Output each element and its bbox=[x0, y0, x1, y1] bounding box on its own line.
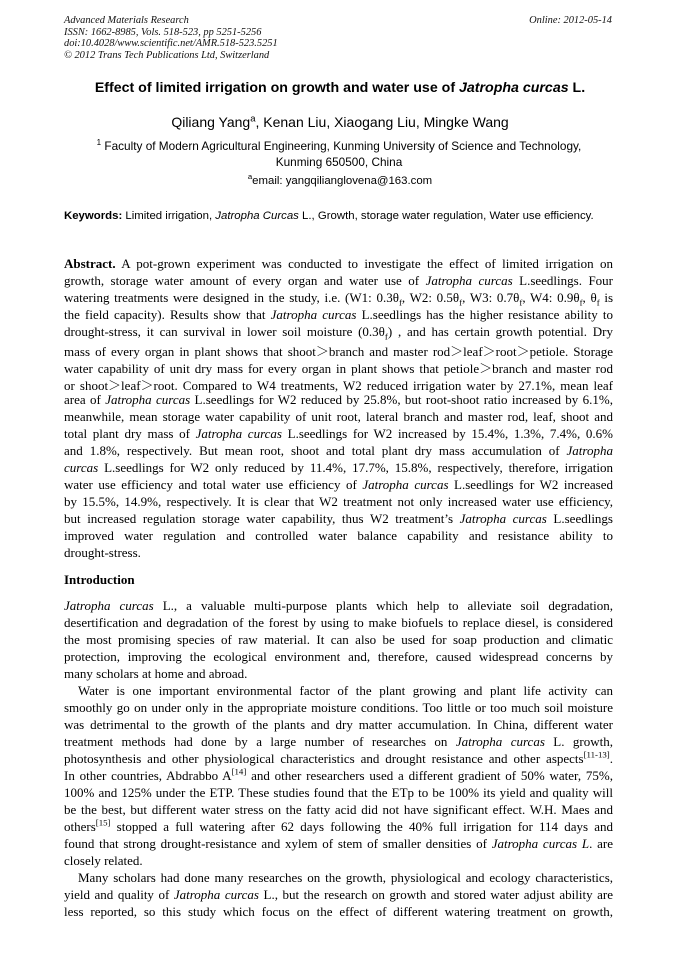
abstract-line: or shoot＞leaf＞root. Compared to W4 treatments, W2 reduced irrigation water by 27.1%, mean leaf bbox=[64, 378, 613, 393]
abstract-line bbox=[64, 460, 613, 476]
intro-line: protection, improving the ecological environment and, therefore, caused widespread concerns by bbox=[64, 649, 613, 664]
intro-line: 100% and 125% under the ETP. These studies found that the ETp to be 100% its yield and quality will bbox=[64, 785, 613, 800]
keywords-label: Keywords: bbox=[64, 210, 123, 222]
abstract-text: L.seedlings for W2 reduced by 25.8%, but root-shoot ratio increased by 6.1%, bbox=[190, 392, 613, 407]
abstract-text: L.seedlings. Four bbox=[512, 273, 614, 288]
species-name: Jatropha curcas bbox=[64, 598, 154, 613]
abstract-line bbox=[64, 511, 613, 527]
intro-text: L., a valuable multi-purpose plants which help to alleviate soil degradation, bbox=[153, 598, 613, 613]
abstract-line: by 15.5%, 14.9%, respectively. It is clear that W2 treatment not only increased water use efficiency, bbox=[64, 494, 613, 509]
abstract-line: meanwhile, mean storage water capability of unit root, lateral branch and master rod, leaf, shoot and bbox=[64, 409, 613, 424]
intro-text: stopped a full watering after 62 days following the 40% full irrigation for 114 days and bbox=[110, 819, 613, 834]
subscript: f bbox=[519, 297, 523, 308]
subscript: f bbox=[579, 297, 583, 308]
abstract-line bbox=[64, 443, 613, 459]
intro-line bbox=[64, 734, 613, 750]
abstract-text: and 1.8%, respectively. But mean root, shoot and total plant dry mass accumulation of bbox=[64, 443, 567, 458]
intro-line: Water is one important environmental factor of the plant growing and plant life activity can bbox=[78, 683, 613, 698]
species-name: Jatropha curcas bbox=[455, 734, 545, 749]
species-name: curcas bbox=[64, 460, 99, 475]
species-name: Jatropha curcas bbox=[173, 887, 259, 902]
online-date: Online: 2012-05-14 bbox=[529, 15, 612, 26]
keywords-block bbox=[64, 209, 613, 224]
intro-text: photosynthesis and other physiological characteristics and drought resistance and other aspects bbox=[64, 751, 584, 766]
abstract-text: L.seedlings bbox=[546, 511, 613, 526]
intro-line: less reported, so this study which focus on the effect of different watering treatment on growth, bbox=[64, 904, 613, 919]
abstract-line bbox=[64, 256, 613, 272]
species-name: Jatropha bbox=[566, 443, 613, 458]
species-name: Jatropha curcas bbox=[195, 426, 282, 441]
intro-line bbox=[64, 836, 613, 852]
abstract-line: drought-stress. bbox=[64, 545, 141, 560]
species-name: Jatropha curcas bbox=[105, 392, 191, 407]
abstract-line bbox=[64, 477, 613, 493]
intro-line: closely related. bbox=[64, 853, 143, 868]
species-name: Jatropha curcas bbox=[459, 511, 547, 526]
abstract-text: A pot-grown experiment was conducted to investigate the effect of limited irrigation on bbox=[115, 256, 613, 271]
abstract-line bbox=[64, 426, 613, 442]
abstract-text: growth, storage water amount of every organ and water use of bbox=[64, 273, 426, 288]
email-text: email: yangqilianglovena@163.com bbox=[252, 175, 433, 187]
abstract-line bbox=[64, 273, 613, 289]
abstract-text: , W3: 0.7θ bbox=[462, 290, 520, 305]
citation: [15] bbox=[95, 817, 111, 828]
abstract-line bbox=[64, 392, 613, 408]
keywords-species: Jatropha Curcas bbox=[215, 210, 299, 222]
abstract-line bbox=[64, 324, 613, 340]
intro-text: L., but the research on growth and stored water adjust ability are bbox=[259, 887, 613, 902]
title-suffix: L. bbox=[568, 80, 586, 96]
email-superscript: a bbox=[247, 172, 253, 182]
intro-line bbox=[64, 751, 613, 767]
abstract-text: area of bbox=[64, 392, 106, 407]
intro-text: treatment methods had done by a large number of researches on bbox=[64, 734, 456, 749]
abstract-text: watering treatments were designed in the study, i.e. (W1: 0.3θ bbox=[64, 290, 399, 305]
intro-line: be the best, but different water stress on the fatty acid did not have significant effect. W.H. Maes and bbox=[64, 802, 613, 817]
abstract-text: L.seedlings has the higher resistance ability to bbox=[356, 307, 613, 322]
abstract-line: water capability of unit dry mass for every organ in plant shows that petiole＞branch and master rod bbox=[64, 361, 613, 376]
citation: [14] bbox=[231, 766, 247, 777]
journal-doi: doi:10.4028/www.scientific.net/AMR.518-523.5251 bbox=[64, 38, 278, 50]
intro-text: In other countries, Abdrabbo A bbox=[64, 768, 232, 783]
intro-line bbox=[64, 819, 613, 835]
intro-text: yield and quality of bbox=[64, 887, 174, 902]
abstract-text: water use efficiency and total water use efficiency of bbox=[64, 477, 363, 492]
abstract-text: the field capacity). Results show that bbox=[64, 307, 271, 322]
keywords-text-2: L., Growth, storage water regulation, Water use efficiency. bbox=[298, 210, 594, 222]
intro-text: L. growth, bbox=[544, 734, 613, 749]
subscript: f bbox=[459, 297, 463, 308]
intro-text: and other researchers used a different gradient of 50% water, 75%, bbox=[246, 768, 613, 783]
author-list bbox=[40, 114, 640, 130]
intro-line: was detrimental to the growth of the plants and dry matter accumulation. In China, different water bbox=[64, 717, 613, 732]
abstract-text: L.seedlings for W2 increased by 15.4%, 1.3%, 7.4%, 0.6% bbox=[281, 426, 613, 441]
intro-line: Many scholars had done many researches on the growth, physiological and ecology characteristics, bbox=[78, 870, 613, 885]
abstract-text: , W2: 0.5θ bbox=[401, 290, 460, 305]
keywords-text-1: Limited irrigation, bbox=[122, 210, 216, 222]
subscript: f bbox=[398, 297, 402, 308]
title-species: Jatropha curcas bbox=[459, 80, 569, 96]
journal-issn: ISSN: 1662-8985, Vols. 518-523, pp 5251-5256 bbox=[64, 26, 262, 38]
title-prefix: Effect of limited irrigation on growth and water use of bbox=[94, 80, 459, 96]
subscript: f bbox=[596, 297, 600, 308]
intro-text: . bbox=[609, 751, 613, 766]
abstract-line: improved water regulation and controlled water balance capability and resistance ability to bbox=[64, 528, 613, 543]
abstract-label: Abstract. bbox=[64, 256, 116, 271]
species-name: Jatropha curcas bbox=[270, 307, 357, 322]
abstract-line bbox=[64, 290, 613, 306]
affiliation-line-1: Faculty of Modern Agricultural Engineering, Kunming University of Science and Technology, bbox=[104, 139, 582, 153]
author-others: , Kenan Liu, Xiaogang Liu, Mingke Wang bbox=[255, 114, 509, 130]
citation: [11-13] bbox=[583, 749, 610, 760]
intro-text: found that strong drought-resistance and xylem of stem of smaller densities of bbox=[64, 836, 492, 851]
author-first: Qiliang Yang bbox=[171, 114, 251, 130]
journal-header bbox=[64, 15, 278, 62]
abstract-text: drought-stress, it can survival in lower soil moisture (0.3θ bbox=[64, 324, 385, 339]
intro-line bbox=[64, 768, 613, 784]
abstract-text: ) , and has certain growth potential. Dry bbox=[387, 324, 613, 339]
intro-line: the most promising species of raw material. It can also be used for soap production and climatic bbox=[64, 632, 613, 647]
journal-copyright: © 2012 Trans Tech Publications Ltd, Switzerland bbox=[64, 50, 270, 62]
section-heading: Introduction bbox=[64, 572, 135, 587]
intro-line: many scholars at home and abroad. bbox=[64, 666, 248, 681]
affiliation bbox=[64, 139, 614, 170]
author-email bbox=[40, 172, 640, 187]
abstract-line: mass of every organ in plant shows that shoot＞branch and master rod＞leaf＞root＞petiole. Storage bbox=[64, 344, 613, 359]
abstract-text: , θ bbox=[582, 290, 597, 305]
intro-line bbox=[64, 887, 613, 903]
abstract-text: but increased regulation storage water capability, thus W2 treatment’s bbox=[64, 511, 460, 526]
intro-line bbox=[64, 598, 613, 614]
abstract-text: L.seedlings for W2 increased bbox=[448, 477, 613, 492]
affiliation-line-2: Kunming 650500, China bbox=[275, 154, 403, 169]
affiliation-number: 1 bbox=[96, 138, 102, 148]
species-name: Jatropha curcas L bbox=[491, 836, 590, 851]
paper-title bbox=[40, 80, 640, 96]
abstract-text: is bbox=[599, 290, 614, 305]
abstract-text: total plant dry mass of bbox=[64, 426, 196, 441]
abstract-text: , W4: 0.9θ bbox=[522, 290, 580, 305]
subscript: f bbox=[384, 331, 388, 342]
species-name: Jatropha curcas bbox=[425, 273, 513, 288]
intro-text: . are bbox=[589, 836, 614, 851]
journal-name: Advanced Materials Research bbox=[64, 15, 189, 26]
author-superscript: a bbox=[250, 113, 256, 125]
intro-line: smoothly go on under only in the appropriate moisture conditions. Too little or too much soil moisture bbox=[64, 700, 613, 715]
intro-line: desertification and degradation of the forest by using to make biofuels to replace diesel, is considered bbox=[64, 615, 613, 630]
species-name: Jatropha curcas bbox=[362, 477, 449, 492]
intro-text: others bbox=[64, 819, 96, 834]
abstract-text: L.seedlings for W2 only reduced by 11.4%, 17.7%, 15.8%, respectively, therefore, irrigation bbox=[98, 460, 613, 475]
abstract-line bbox=[64, 307, 613, 323]
